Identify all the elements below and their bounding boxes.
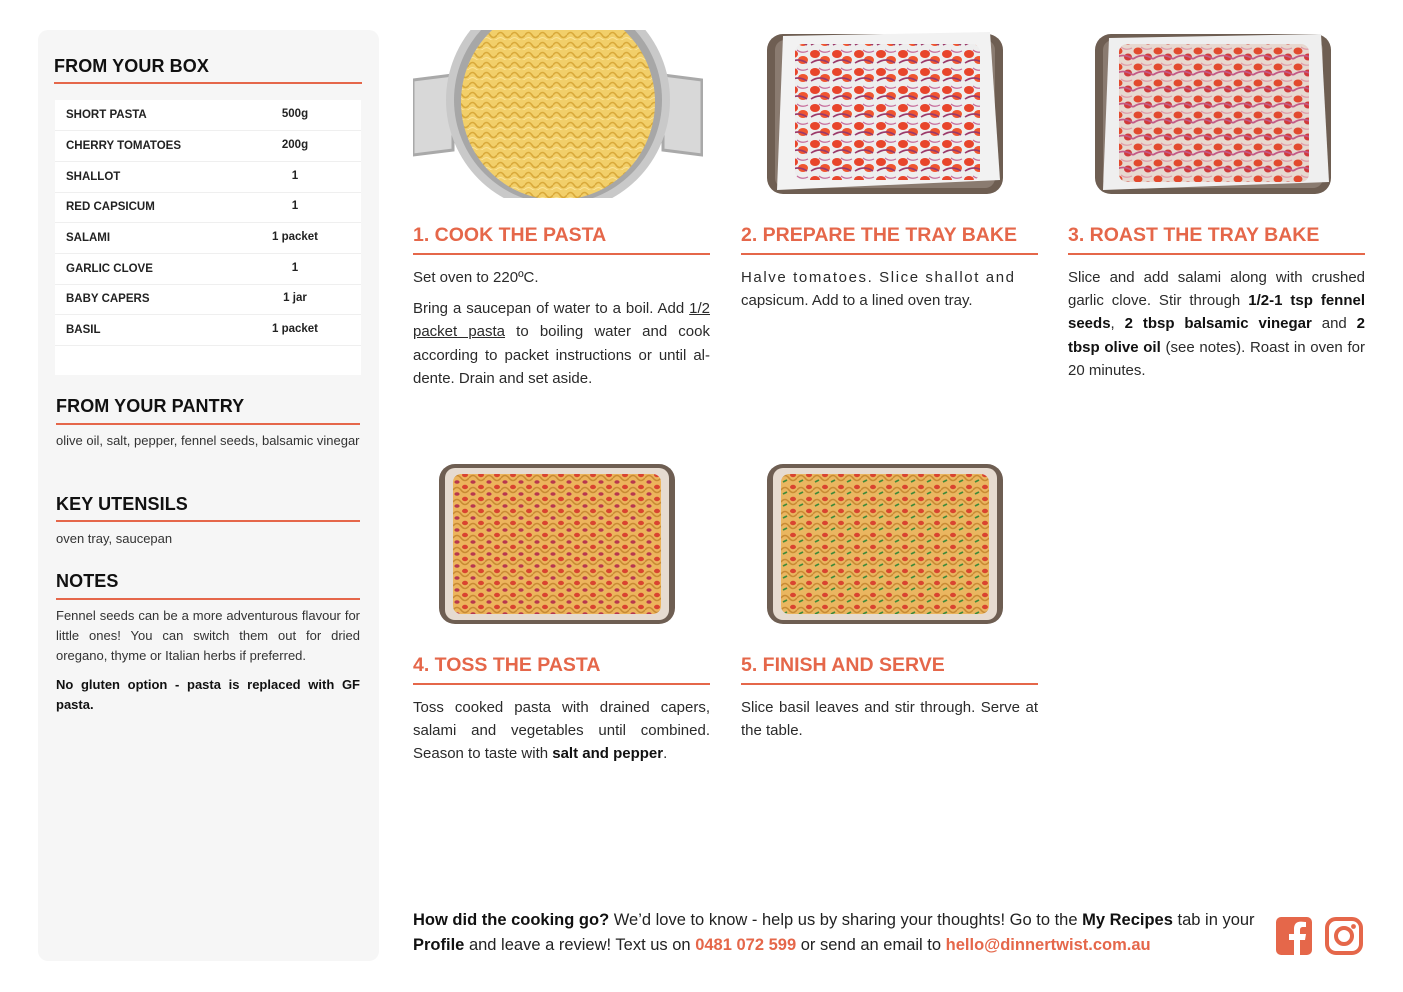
step-1-title: 1. COOK THE PASTA xyxy=(413,224,607,246)
step-4-p1 xyxy=(413,696,710,766)
step-3-fennel: 1/2-1 tsp fennel seeds xyxy=(1068,292,1366,333)
step-4-seasoning: salt and pepper xyxy=(552,745,664,763)
footer-profile: Profile xyxy=(413,936,465,954)
notes-rule xyxy=(56,598,360,600)
ingredient-name: BASIL xyxy=(66,324,101,336)
step-1-p1: Set oven to 220ºC. xyxy=(413,269,539,286)
step-3-text: (see notes). Roast in oven for 20 minutes. xyxy=(1068,338,1365,379)
step-5-rule xyxy=(741,683,1038,685)
ingredients-sidebar xyxy=(38,30,379,961)
ingredient-qty: 500g xyxy=(281,108,309,120)
instagram-icon[interactable] xyxy=(1325,917,1363,955)
toss-pasta-photo xyxy=(437,460,677,628)
step-2-line-2: capsicum. Add to a lined oven tray. xyxy=(741,292,973,310)
feedback-footer xyxy=(413,908,1263,958)
step-3-vinegar: 2 tbsp balsamic vinegar xyxy=(1124,315,1312,333)
step-3-oil: 2 tbsp olive oil xyxy=(1068,315,1365,356)
footer-phone-link[interactable]: 0481 072 599 xyxy=(695,936,797,954)
ingredient-row xyxy=(55,254,361,285)
step-1-pasta-amount: 1/2 packet pasta xyxy=(413,300,710,341)
ingredient-qty: 1 xyxy=(291,170,299,182)
footer-my-recipes: My Recipes xyxy=(1082,911,1173,929)
ingredient-row xyxy=(55,162,361,193)
step-3-text: , xyxy=(1110,315,1125,333)
ingredient-row xyxy=(55,192,361,223)
facebook-icon[interactable] xyxy=(1276,917,1312,955)
step-2-line-1: Halve tomatoes. Slice shallot and xyxy=(741,269,1016,286)
footer-question: How did the cooking go? xyxy=(413,911,610,929)
step-4-title: 4. TOSS THE PASTA xyxy=(413,654,601,676)
step-1-p2 xyxy=(413,297,710,390)
ingredient-row xyxy=(55,284,361,315)
box-title: FROM YOUR BOX xyxy=(54,56,209,76)
ingredient-row xyxy=(55,223,361,254)
ingredient-qty: 1 jar xyxy=(283,292,307,304)
finish-serve-photo xyxy=(765,460,1005,628)
ingredient-qty: 1 packet xyxy=(271,231,319,243)
step-5-p1: Slice basil leaves and stir through. Serve at the table. xyxy=(741,699,1038,740)
step-1-text: Bring a saucepan of water to a boil. Add xyxy=(413,300,690,318)
footer-text: tab in your xyxy=(1172,911,1255,929)
ingredient-name: SALAMI xyxy=(66,232,111,244)
ingredient-name: SHORT PASTA xyxy=(66,109,147,121)
footer-email-link[interactable]: hello@dinnertwist.com.au xyxy=(945,936,1151,954)
ingredients-table xyxy=(55,100,361,375)
step-3-text: and xyxy=(1311,315,1357,333)
step-4-text: Toss cooked pasta with drained capers, salami and vegetables until combined. Season to taste with xyxy=(413,699,710,763)
footer-text: We’d love to know - help us by sharing your thoughts! Go to the xyxy=(609,911,1083,929)
prepare-tray-photo xyxy=(765,30,1005,198)
step-4-text: . xyxy=(663,745,668,763)
step-4-rule xyxy=(413,683,710,685)
utensils-title: KEY UTENSILS xyxy=(56,494,188,514)
step-5-body xyxy=(741,696,1038,750)
step-3-p1 xyxy=(1068,266,1365,382)
step-1-body xyxy=(413,266,710,398)
ingredient-name: GARLIC CLOVE xyxy=(66,263,153,275)
step-5-title: 5. FINISH AND SERVE xyxy=(741,654,945,676)
ingredient-name: CHERRY TOMATOES xyxy=(66,140,182,152)
step-2-rule xyxy=(741,253,1038,255)
ingredient-qty: 1 packet xyxy=(271,323,319,335)
step-2-body xyxy=(741,266,1038,312)
utensils-text: oven tray, saucepan xyxy=(56,531,173,546)
ingredient-name: RED CAPSICUM xyxy=(66,201,155,213)
step-1-text: to boiling water and cook according to packet instructions or until al-dente. Drain and set aside. xyxy=(413,323,710,387)
footer-text: and leave a review! Text us on xyxy=(464,936,696,954)
pantry-title: FROM YOUR PANTRY xyxy=(56,396,245,416)
ingredient-row xyxy=(55,100,361,131)
ingredient-qty: 200g xyxy=(281,139,309,151)
ingredient-row xyxy=(55,315,361,346)
pantry-rule xyxy=(56,423,360,425)
step-3-text: Slice and add salami along with crushed garlic clove. Stir through xyxy=(1068,269,1365,310)
footer-text: or send an email to xyxy=(796,936,946,954)
notes-gluten: No gluten option - pasta is replaced with GF pasta. xyxy=(56,677,360,712)
notes-title: NOTES xyxy=(56,571,119,591)
step-3-title: 3. ROAST THE TRAY BAKE xyxy=(1068,224,1320,246)
cook-pasta-photo xyxy=(413,30,703,198)
ingredient-name: SHALLOT xyxy=(66,171,121,183)
ingredient-row xyxy=(55,131,361,162)
ingredient-qty: 1 xyxy=(291,262,299,274)
step-1-rule xyxy=(413,253,710,255)
ingredient-qty: 1 xyxy=(291,200,299,212)
box-rule xyxy=(54,82,362,84)
step-4-body xyxy=(413,696,710,774)
roast-tray-photo xyxy=(1093,30,1333,198)
step-2-title: 2. PREPARE THE TRAY BAKE xyxy=(741,224,1017,246)
notes-text: Fennel seeds can be a more adventurous flavour for little ones! You can switch them out for dried oregano, thyme or Italian herbs if preferred. xyxy=(56,608,360,663)
ingredient-name: BABY CAPERS xyxy=(66,293,150,305)
utensils-rule xyxy=(56,520,360,522)
pantry-text: olive oil, salt, pepper, fennel seeds, balsamic vinegar xyxy=(56,433,360,448)
step-3-body xyxy=(1068,266,1365,390)
step-3-rule xyxy=(1068,253,1365,255)
